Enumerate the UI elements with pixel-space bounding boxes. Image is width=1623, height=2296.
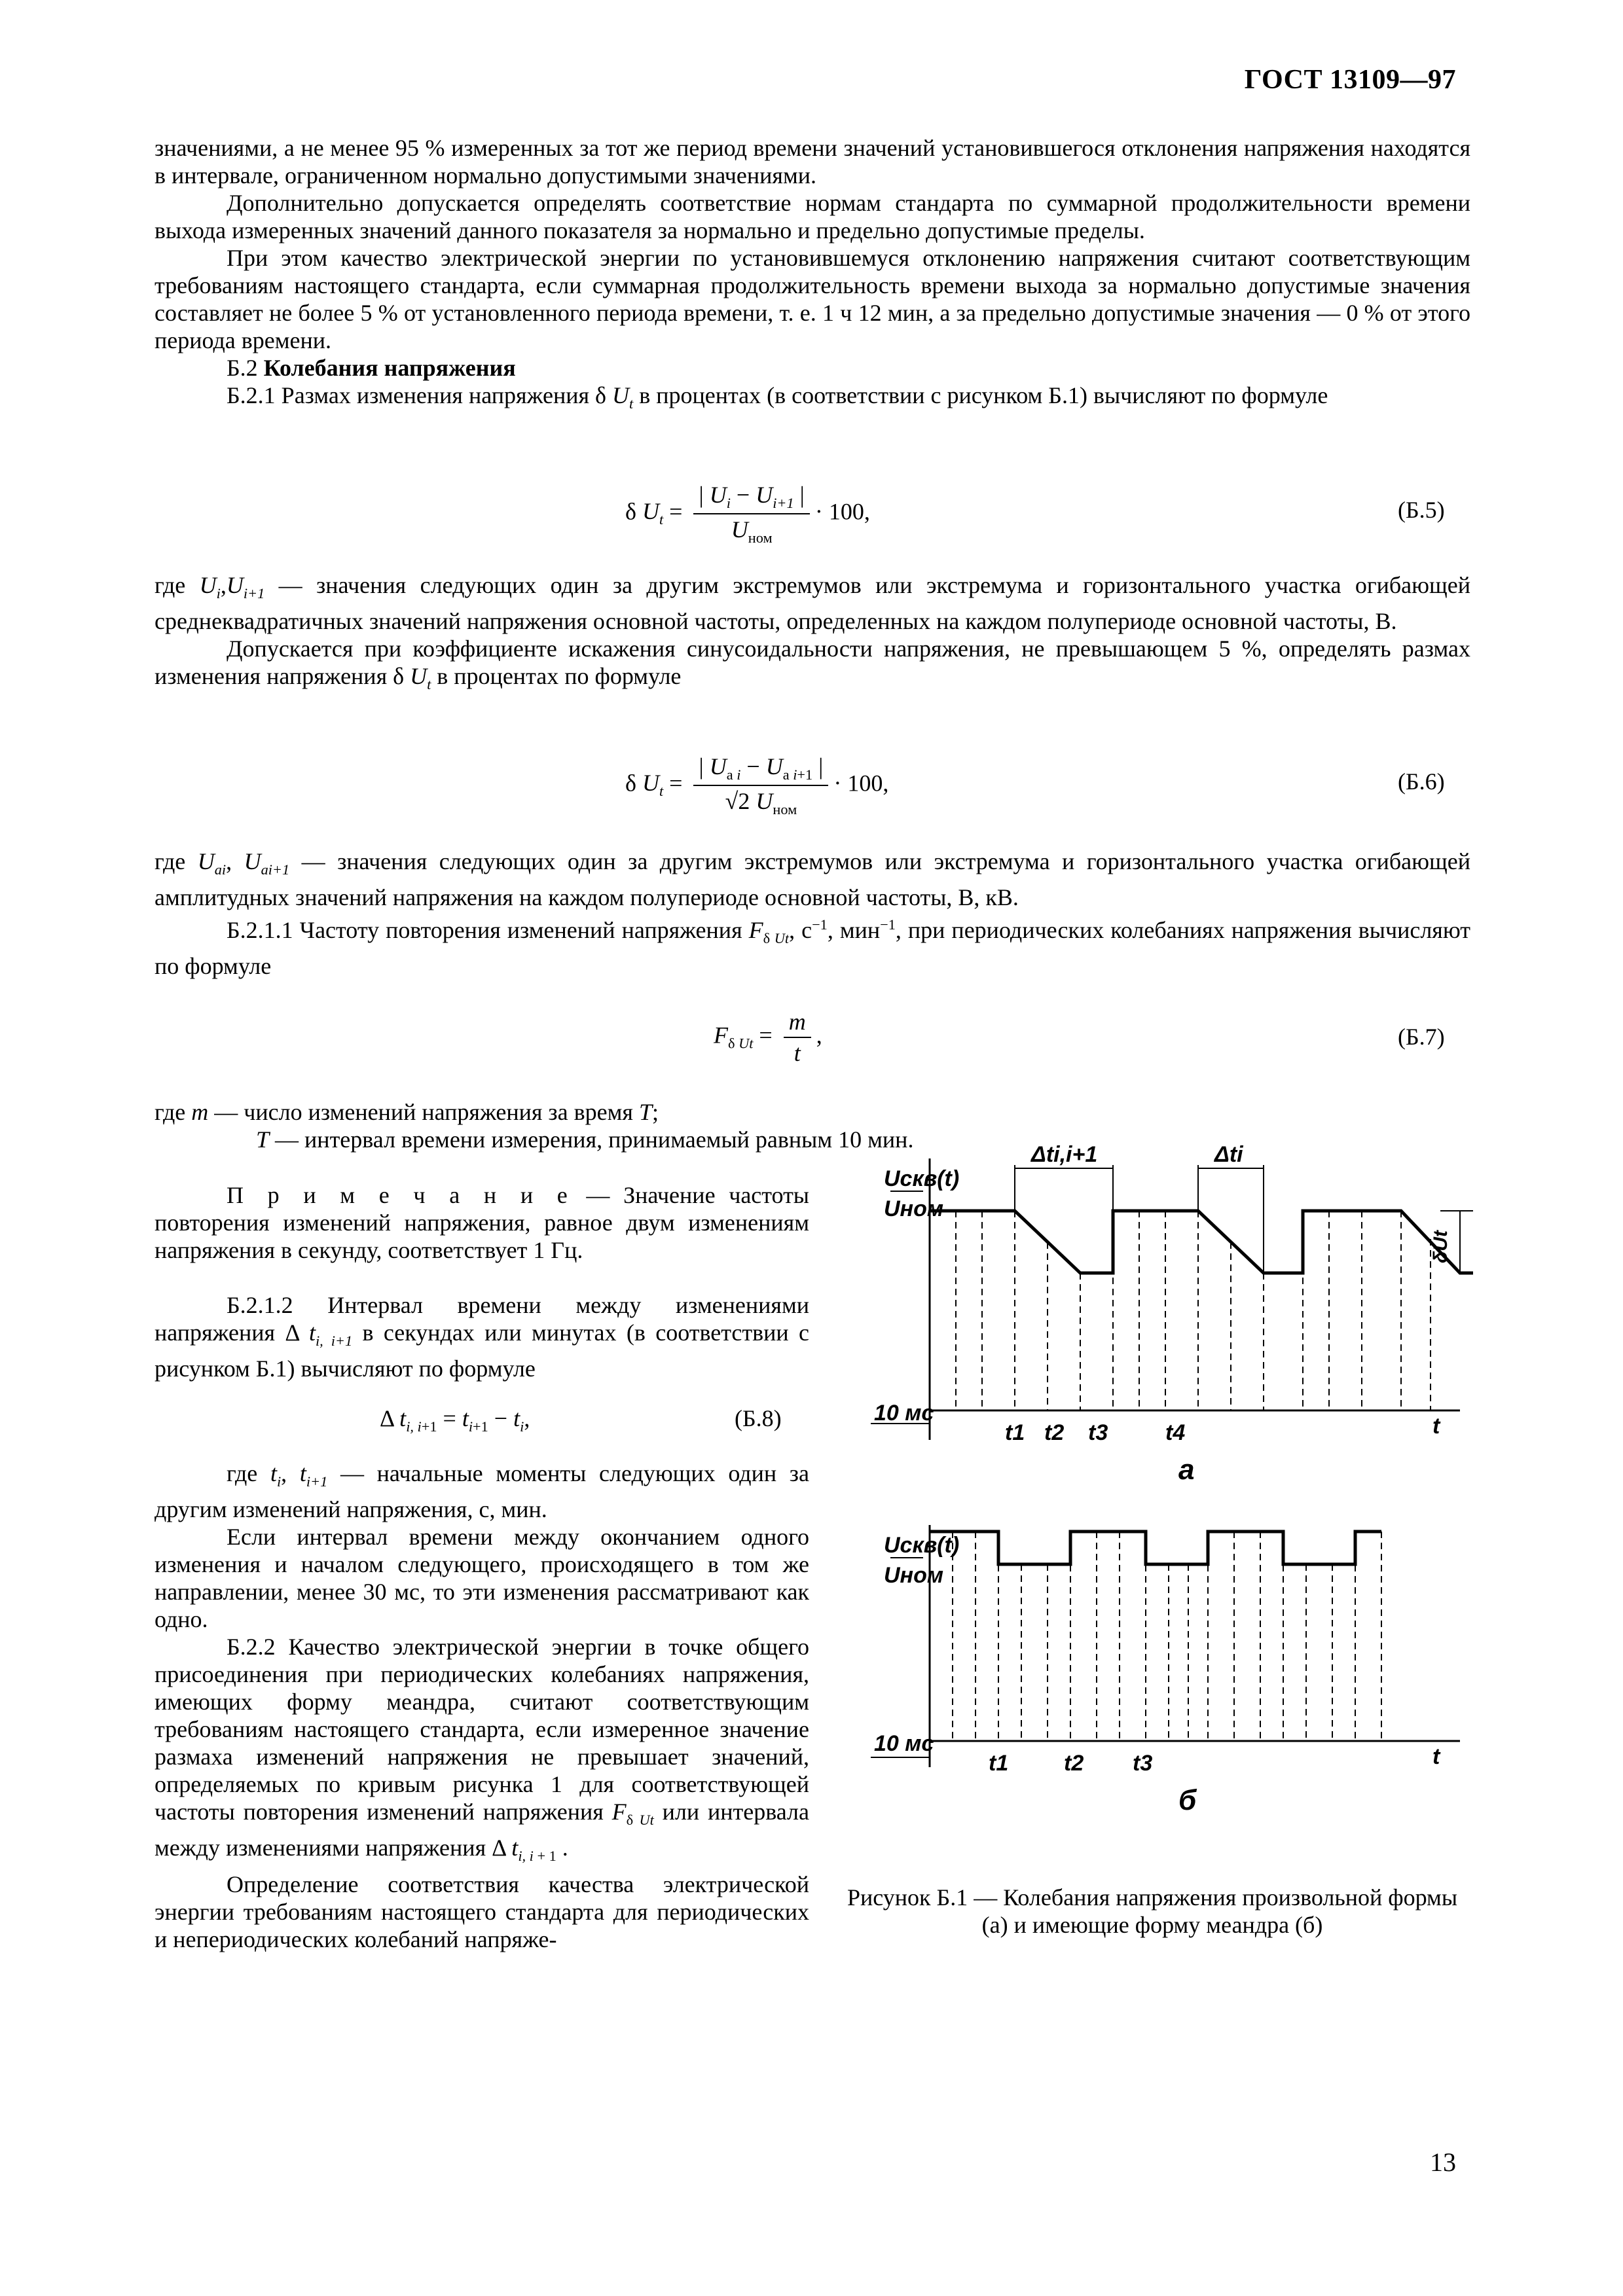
delta-ti: Δti xyxy=(1214,1142,1243,1167)
equation-number: (Б.6) xyxy=(1398,768,1445,795)
paragraph: Если интервал времени между окончанием одного изменения и началом следующего, происходящего в том же направлении, менее 30 мс, то эти изменения рассматривают как одно. xyxy=(155,1524,809,1633)
left-column-lower xyxy=(155,1460,809,1953)
formula-b5: δ $U_t$ = $\frac{| U_i - U_{i+1} |}{U_{ном}}$ · 100, xyxy=(625,482,870,547)
page-number: 13 xyxy=(1430,2147,1456,2177)
y-label-top-b: Uскв(t) xyxy=(884,1533,960,1558)
delta-t-ii1: Δti,i+1 xyxy=(1031,1142,1098,1167)
time-unit-b: 10 мс xyxy=(874,1731,934,1756)
figure-b1 xyxy=(831,1139,1473,1846)
y-label-bottom-a: Uном xyxy=(884,1196,944,1221)
t-axis-b: t xyxy=(1432,1744,1440,1769)
paragraph: Б.2.2 Качество электрической энергии в точке общего присоединения при периодических колебаниях напряжения, имеющих форму меандра, считают соответствующим требованиям настоящего стандарта, если измеренное значение размаха изменений напряжения не превышает значений, определяемых по кривым рисунка 1 для соответствующей частоты повторения изменений напряжения $F_{\delta Ut}$ или интервала между изменениями напряжения Δ $t_{i, i + 1}$ . xyxy=(155,1634,809,1865)
paragraph: Б.2.1.2 Интервал времени между изменениями напряжения Δ $t_{i, i+1}$ в секундах или минутах (в соответствии с рисунком Б.1) вычисляют по формуле xyxy=(155,1292,809,1382)
paragraph: Определение соответствия качества электрической энергии требованиям настоящего стандарта для периодических и непериодических колебаний напряже- xyxy=(155,1871,809,1952)
where-b5 xyxy=(155,571,1470,698)
paragraph: где $t_i$, $t_{i+1}$ — начальные моменты следующих один за другим изменений напряжения, с, мин. xyxy=(155,1460,809,1523)
where-b6 xyxy=(155,848,1470,980)
equation-number: (Б.8) xyxy=(735,1405,782,1431)
tick-label-a: t3 xyxy=(1088,1420,1108,1445)
section-number: Б.2 xyxy=(227,355,258,381)
paragraph: значениями, а не менее 95 % измеренных за тот же период времени значений установившегося отклонения напряжения находятся в интервале, ограниченном нормально допустимыми значениями. xyxy=(155,135,1470,188)
tick-label-b: t2 xyxy=(1064,1751,1084,1776)
tick-label-a: t1 xyxy=(1005,1420,1025,1445)
paragraph: где $U_{ai}$, $U_{ai+1}$ — значения следующих один за другим экстремумов или экстремума и горизонтального участка огибающей амплитудных значений напряжения на каждом полупериоде основной частоты, В, кВ. xyxy=(155,848,1470,911)
y-label-bottom-b: Uном xyxy=(884,1563,944,1588)
t-axis-a: t xyxy=(1432,1414,1440,1439)
intro-text xyxy=(155,134,1470,418)
paragraph: Допускается при коэффициенте искажения синусоидальности напряжения, не превышающем 5 %, определять размах изменения напряжения δ $U_t$ в процентах по формуле xyxy=(155,636,1470,693)
tick-label-a: t4 xyxy=(1165,1420,1186,1445)
y-label-top-a: Uскв(t) xyxy=(884,1166,960,1191)
formula-b6: δ $U_t$ = $\frac{| U_{a i} - U_{a i+1} |}{√2 U_{ном}}$ · 100, xyxy=(625,753,889,818)
formula-b8: Δ $t_{i, i+1} = t_{i+1} - t_i$, xyxy=(380,1405,530,1435)
delta-u: δUt xyxy=(1430,1230,1451,1263)
equation-number: (Б.7) xyxy=(1398,1024,1445,1050)
panel-a-label: а xyxy=(1178,1454,1195,1486)
paragraph: При этом качество электрической энергии по установившемуся отклонению напряжения считают соответствующим требованиям настоящего стандарта, если суммарная продолжительность времени выхода за нормально допустимые значения составляет не более 5 % от установленного периода времени, т. е. 1 ч 12 мин, а за предельно допустимые значения — 0 % от этого периода времени. xyxy=(155,245,1470,353)
tick-label-b: t1 xyxy=(989,1751,1009,1776)
tick-label-b: t3 xyxy=(1133,1751,1153,1776)
time-unit-a: 10 мс xyxy=(874,1401,934,1426)
paragraph: Б.2.1.1 Частоту повторения изменений напряжения $F_{\delta Ut}$, $с^{-1}$, мин$^{-1}$, при периодических колебаниях напряжения вычисляют по формуле xyxy=(155,916,1471,980)
panel-b-label: б xyxy=(1178,1784,1197,1816)
section-title: Колебания напряжения xyxy=(263,355,516,381)
figure-caption: Рисунок Б.1 — Колебания напряжения произвольной формы (а) и имеющие форму меандра (б) xyxy=(847,1884,1458,1938)
note: П р и м е ч а н и е — Значение частоты повторения изменений напряжения, равное двум изменениям напряжения в секунду, соответствует 1 Гц. xyxy=(155,1182,809,1263)
paragraph: где $U_i,U_{i+1}$ — значения следующих один за другим экстремумов или экстремума и горизонтального участка огибающей среднеквадратичных значений напряжения основной частоты, определенных на каждом полупериоде основной частоты, В. xyxy=(155,572,1471,635)
formula-b7: $F_{\delta Ut}$ = $\frac{m}{t}$ , xyxy=(714,1009,822,1066)
tick-label-a: t2 xyxy=(1044,1420,1065,1445)
left-column xyxy=(155,1181,809,1382)
paragraph: T — интервал времени измерения, принимаемый равным 10 мин. xyxy=(256,1126,914,1153)
document-header: ГОСТ 13109—97 xyxy=(1244,65,1456,95)
paragraph: Б.2.1 Размах изменения напряжения δ $U_t$ в процентах (в соответствии с рисунком Б.1) вычисляют по формуле xyxy=(227,382,1328,412)
section-heading xyxy=(155,354,1470,382)
paragraph: где m — число изменений напряжения за время T; xyxy=(155,1099,659,1125)
paragraph: Дополнительно допускается определять соответствие нормам стандарта по суммарной продолжительности времени выхода измеренных значений данного показателя за нормально и предельно допустимые пределы. xyxy=(155,190,1470,243)
equation-number: (Б.5) xyxy=(1398,497,1445,523)
